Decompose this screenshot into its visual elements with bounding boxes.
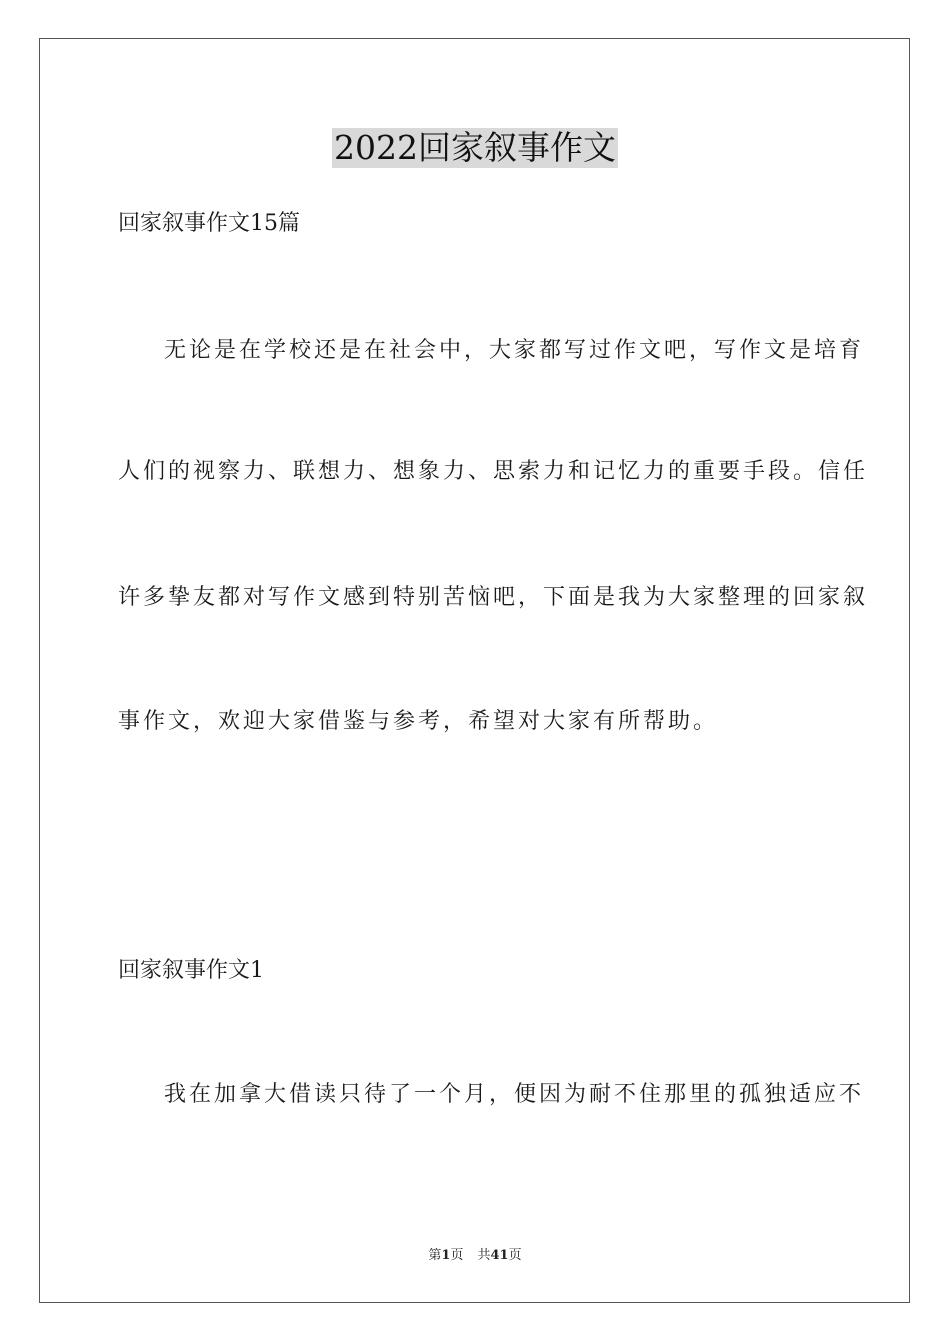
footer-total-prefix: 共 [477, 1248, 491, 1263]
page-footer [0, 1247, 950, 1265]
intro-line-4: 事作文，欢迎大家借鉴与参考，希望对大家有所帮助。 [118, 709, 719, 734]
intro-line-2: 人们的视察力、联想力、想象力、思索力和记忆力的重要手段。信任 [118, 459, 869, 484]
document-subtitle: 回家叙事作文15篇 [118, 211, 300, 236]
footer-page-number: 1 [441, 1248, 451, 1263]
document-title: 2022回家叙事作文 [334, 128, 616, 167]
footer-page-prefix: 第 [428, 1248, 442, 1263]
footer-total-pages: 41 [490, 1248, 509, 1263]
footer-total-suffix: 页 [508, 1248, 522, 1263]
intro-line-3: 许多挚友都对写作文感到特别苦恼吧，下面是我为大家整理的回家叙 [118, 585, 869, 610]
title-container [0, 128, 950, 168]
intro-line-1: 无论是在学校还是在社会中，大家都写过作文吧，写作文是培育 [164, 338, 865, 363]
section-heading: 回家叙事作文1 [118, 958, 264, 983]
footer-page-suffix: 页 [450, 1248, 464, 1263]
section-line-1: 我在加拿大借读只待了一个月，便因为耐不住那里的孤独适应不 [164, 1082, 865, 1107]
